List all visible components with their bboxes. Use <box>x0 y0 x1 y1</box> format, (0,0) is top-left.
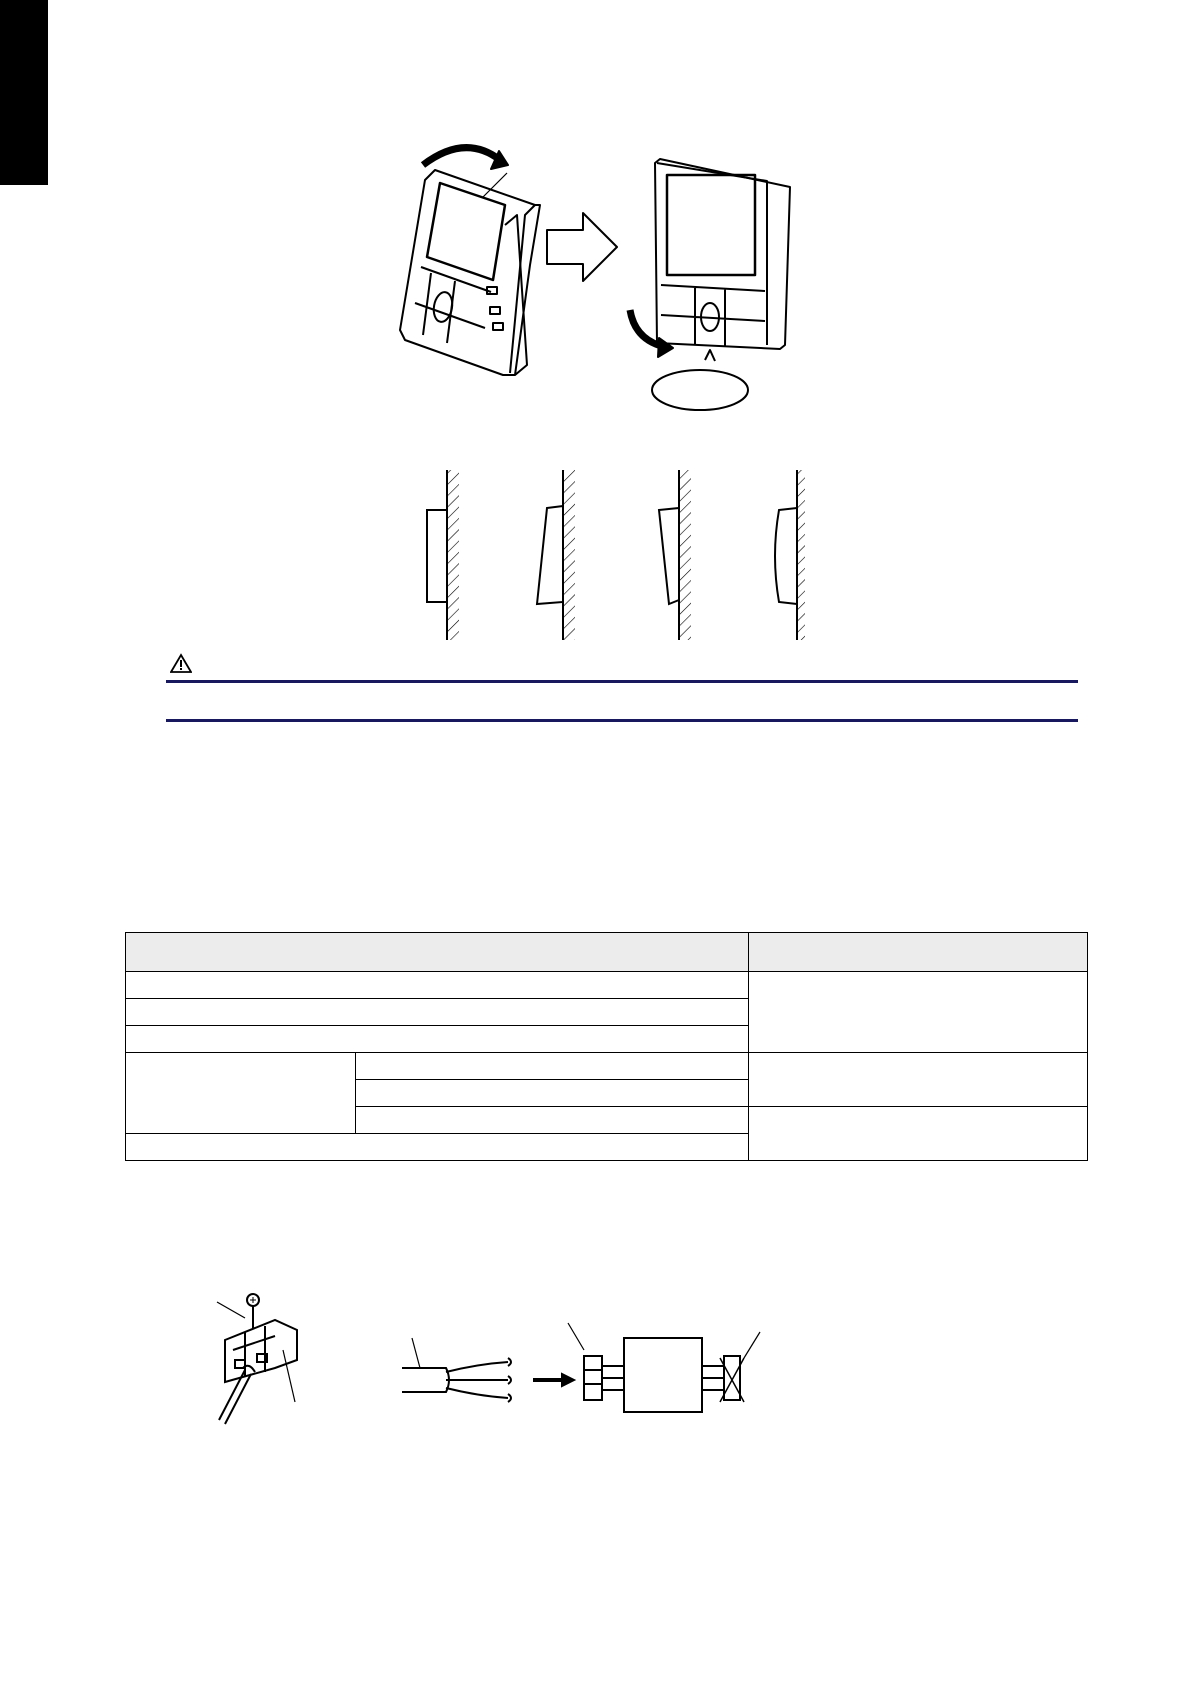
specification-table <box>125 932 1088 1161</box>
wall-side-views-figure <box>405 470 805 640</box>
side-tab-marker <box>0 0 48 185</box>
table-cell <box>749 972 1088 1053</box>
table-header-row <box>126 933 1088 972</box>
side-view-flush <box>427 470 459 640</box>
table-cell <box>749 1053 1088 1107</box>
connector-plug-left <box>584 1356 602 1400</box>
table-cell <box>356 1053 749 1080</box>
proceed-arrow-icon <box>547 213 617 281</box>
header-cell <box>126 933 749 972</box>
rotate-arrow-icon <box>423 148 500 165</box>
module-box <box>624 1338 702 1412</box>
mounted-controller <box>655 159 790 349</box>
cable-sheath <box>402 1368 449 1392</box>
controller-mounting-figure <box>395 135 845 425</box>
side-view-bulged <box>775 470 805 640</box>
table-cell <box>356 1107 749 1134</box>
cable-connector-figure <box>398 1318 778 1413</box>
callout-bubble <box>705 350 715 361</box>
table-cell <box>126 1134 749 1161</box>
table-cell <box>126 972 749 999</box>
caution-rule-top <box>166 680 1078 683</box>
caution-block <box>166 653 1078 723</box>
warning-triangle-icon <box>170 653 192 673</box>
side-view-tilted-in <box>659 470 691 640</box>
table-cell <box>126 1026 749 1053</box>
table-cell <box>126 999 749 1026</box>
table-row <box>126 1053 1088 1080</box>
side-view-tilted-out <box>537 470 575 640</box>
table-row <box>126 972 1088 999</box>
table-cell <box>749 1107 1088 1161</box>
table-cell <box>356 1080 749 1107</box>
terminal-block <box>225 1320 297 1382</box>
table-cell <box>126 1053 356 1134</box>
connector-plug-right <box>724 1356 740 1400</box>
terminal-block-figure <box>215 1290 325 1430</box>
caution-rule-bottom <box>166 719 1078 722</box>
header-cell <box>749 933 1088 972</box>
